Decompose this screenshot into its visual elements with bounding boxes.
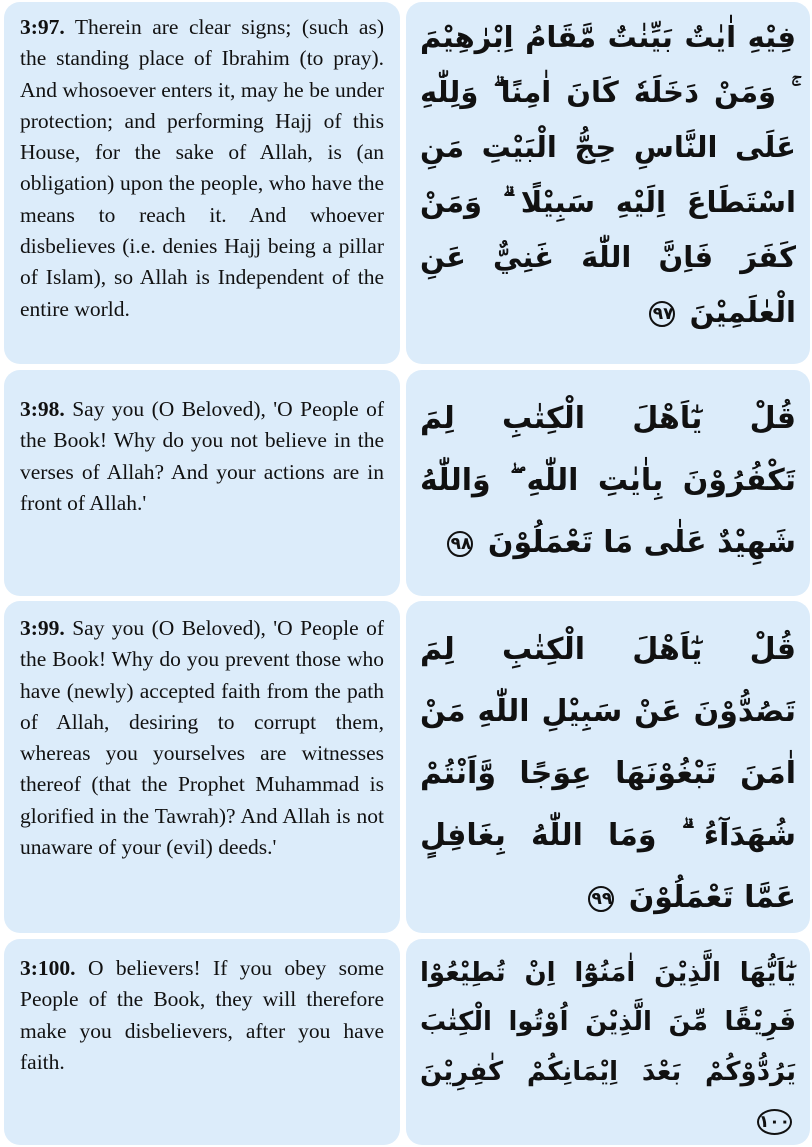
verse-row (0, 939, 812, 1145)
translation-cell (4, 370, 400, 596)
verse-reference: 3:100. (20, 956, 76, 980)
ayah-number-marker: ١٠٠ (757, 1109, 792, 1135)
arabic-text (420, 949, 796, 1147)
verse-reference: 3:97. (20, 15, 65, 39)
arabic-verse: قُلْ يٰٓاَهْلَ الْكِتٰبِ لِمَ تَصُدُّوْنَ عَنْ سَبِيْلِ اللّٰهِ مَنْ اٰمَنَ تَبْغُوْنَهَا عِوَجًا وَّاَنْتُمْ شُهَدَآءُ ۗ وَمَا اللّٰهُ بِغَافِلٍ عَمَّا تَعْمَلُوْنَ (420, 632, 796, 915)
translation-body: Therein are clear signs; (such as) the standing place of Ibrahim (to pray). And whosoever enters it, may he be under protection; and performing Hajj of this House, for the sake of Allah, is (an obligation) upon the people, who have the means to reach it. And whoever disbelieves (i.e. denies Hajj being a pillar of Islam), so Allah is Independent of the entire world. (20, 15, 384, 321)
translation-text (20, 953, 384, 1078)
arabic-verse: قُلْ يٰٓاَهْلَ الْكِتٰبِ لِمَ تَكْفُرُوْنَ بِاٰيٰتِ اللّٰهِ ۖ وَاللّٰهُ شَهِيْدٌ عَلٰى مَا تَعْمَلُوْنَ (420, 401, 796, 560)
arabic-verse: يٰٓاَيُّهَا الَّذِيْنَ اٰمَنُوْٓا اِنْ تُطِيْعُوْا فَرِيْقًا مِّنَ الَّذِيْنَ اُوْتُوا الْكِتٰبَ يَرُدُّوْكُمْ بَعْدَ اِيْمَانِكُمْ كٰفِرِيْنَ (420, 958, 796, 1087)
translation-cell (4, 939, 400, 1145)
verse-reference: 3:98. (20, 397, 65, 421)
verse-reference: 3:99. (20, 616, 65, 640)
arabic-cell (406, 601, 810, 933)
arabic-text (420, 619, 796, 929)
arabic-cell (406, 2, 810, 364)
arabic-cell (406, 939, 810, 1145)
ayah-number-marker: ٩٧ (649, 301, 675, 327)
arabic-cell (406, 370, 810, 596)
translation-body: Say you (O Beloved), 'O People of the Book! Why do you not believe in the verses of Allah? And your actions are in front of Allah.' (20, 397, 384, 515)
translation-cell (4, 2, 400, 364)
ayah-number-marker: ٩٩ (588, 886, 614, 912)
translation-cell (4, 601, 400, 933)
translation-text (20, 394, 384, 519)
translation-text (20, 12, 384, 325)
ayah-number-marker: ٩٨ (447, 531, 473, 557)
verse-row (0, 601, 812, 933)
arabic-text (420, 10, 796, 341)
translation-text (20, 613, 384, 863)
arabic-verse: فِيْهِ اٰيٰتٌ بَيِّنٰتٌ مَّقَامُ اِبْرٰهِيْمَ ۚ وَمَنْ دَخَلَهٗ كَانَ اٰمِنًا ۗ وَلِلّٰهِ عَلَى النَّاسِ حِجُّ الْبَيْتِ مَنِ اسْتَطَاعَ اِلَيْهِ سَبِيْلًا ۗ وَمَنْ كَفَرَ فَاِنَّ اللّٰهَ غَنِيٌّ عَنِ الْعٰلَمِيْنَ (420, 20, 796, 330)
translation-body: Say you (O Beloved), 'O People of the Book! Why do you prevent those who have (newly) accepted faith from the path of Allah, desiring to corrupt them, whereas you yourselves are witnesses thereof (that the Prophet Muhammad is glorified in the Tawrah)? And Allah is not unaware of your (evil) deeds.' (20, 616, 384, 860)
verse-row (0, 2, 812, 364)
verse-row (0, 370, 812, 596)
arabic-text (420, 388, 796, 574)
translation-body: O believers! If you obey some People of the Book, they will therefore make you disbelievers, after you have faith. (20, 956, 384, 1074)
